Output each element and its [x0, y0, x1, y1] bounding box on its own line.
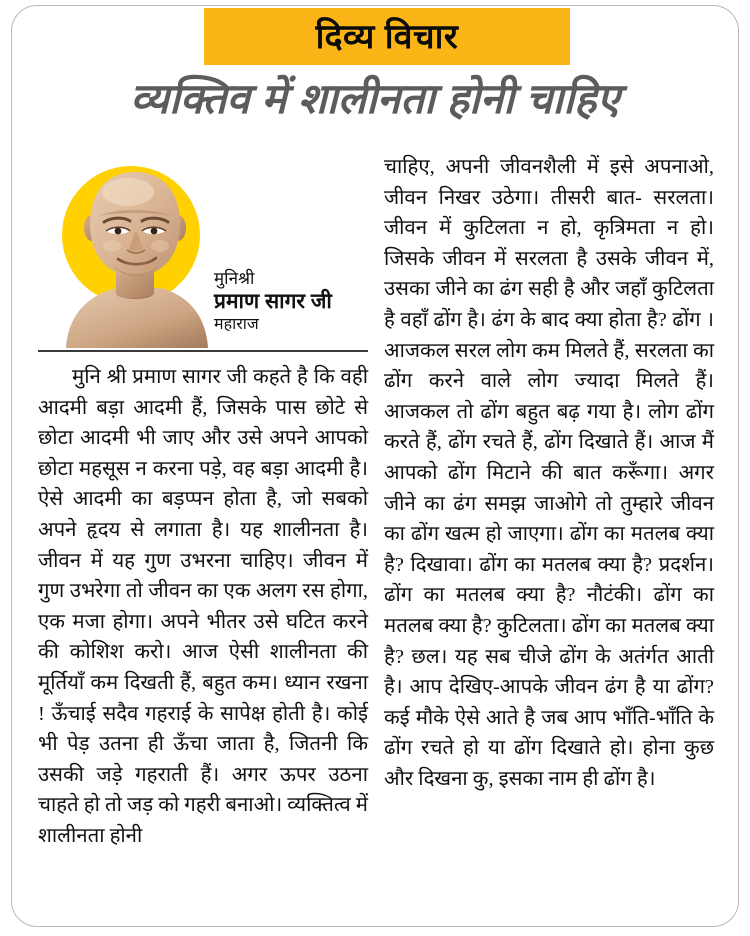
- caption-divider-rule: [38, 350, 368, 352]
- portrait-block: [38, 152, 368, 348]
- caption-honorific: मुनिश्री: [214, 269, 255, 288]
- right-column-paragraph: चाहिए, अपनी जीवनशैली में इसे अपनाओ, जीवन निखर उठेगा। तीसरी बात- सरलता। जीवन में कुटिलता न हो, कृत्रिमता न हो। जिसके जीवन में सरलता है उसके जीवन में, उसका जीने का ढंग सही है और जहाँ कुटिलता है वहाँ ढोंग है। ढंग के बाद क्या होता है? ढोंग । आजकल सरल लोग कम मिलते हैं, सरलता का ढोंग करने वाले लोग ज्यादा मिलते हैं। आजकल तो ढोंग बहुत बढ़ गया है। लोग ढोंग करते हैं, ढोंग रचते हैं, ढोंग दिखाते हैं। आज मैं आपको ढोंग मिटाने की बात करूँगा। अगर जीने का ढंग समझ जाओगे तो तुम्हारे जीवन का ढोंग खत्म हो जाएगा। ढोंग का मतलब क्या है? दिखावा। ढोंग का मतलब क्या है? प्रदर्शन। ढोंग का मतलब क्या है? नौटंकी। ढोंग का मतलब क्या है? कुटिलता। ढोंग का मतलब क्या है? छल। यह सब चीजे ढोंग के अतंर्गत आती है। आप देखिए-आपके जीवन ढंग है या ढोंग? कई मौके ऐसे आते है जब आप भाँति-भाँति के ढोंग रचते हो या ढोंग दिखाते हो। होना कुछ और दिखना कु, इसका नाम ही ढोंग है।: [384, 156, 714, 790]
- masthead-title: दिव्य विचार: [315, 17, 459, 56]
- article-headline: व्यक्तिव में शालीनता होनी चाहिए: [130, 75, 620, 122]
- right-column-body: [384, 152, 714, 794]
- left-column-body: [38, 362, 368, 852]
- masthead-band: [204, 8, 570, 65]
- left-column: [38, 152, 368, 847]
- caption-suffix: महाराज: [214, 316, 259, 334]
- article-columns: [38, 152, 714, 892]
- monk-portrait-illustration: [56, 162, 216, 348]
- portrait-caption: [214, 268, 370, 335]
- left-column-paragraph: मुनि श्री प्रमाण सागर जी कहते है कि वही आदमी बड़ा आदमी हैं, जिसके पास छोटे से छोटा आदमी भी जाए और उसे अपने आपको छोटा महसूस न करना पड़े, वह बड़ा आदमी है। ऐसे आदमी का बड़प्पन होता है, जो सबको अपने हृदय से लगाता है। यह शालीनता है। जीवन में यह गुण उभरना चाहिए। जीवन में गुण उभरेगा तो जीवन का एक अलग रस होगा, एक मजा होगा। अपने भीतर उसे घटित करने की कोशिश करो। आज ऐसी शालीनता की मूर्तियाँ कम दिखती हैं, बहुत कम। ध्यान रखना ! ऊँचाई सदैव गहराई के सापेक्ष होती है। कोई भी पेड़ उतना ही ऊँचा जाता है, जितनी कि उसकी जड़े गहराती हैं। अगर ऊपर उठना चाहते हो तो जड़ को गहरी बनाओ। व्यक्तित्व में शालीनता होनी: [38, 366, 368, 847]
- caption-name: प्रमाण सागर जी: [214, 290, 332, 314]
